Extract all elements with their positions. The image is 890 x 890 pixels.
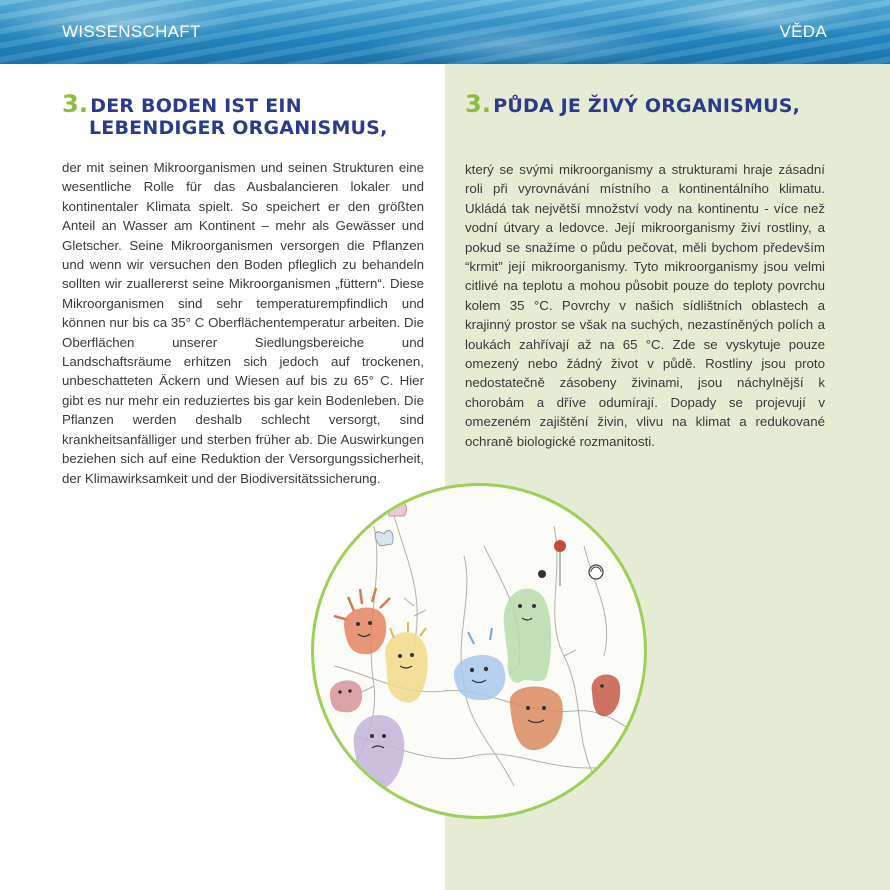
microorganisms-drawing xyxy=(314,486,644,816)
section-label-czech: VĚDA xyxy=(779,22,827,41)
pink-creature xyxy=(330,680,362,712)
header-banner xyxy=(0,0,890,64)
czech-body-text: který se svými mikroorganismy a strukturami hraje zásadní roli při vyrovnávání místního a kontinentálního klimatu. Ukládá tak největší množství vody na kontinentu - více než vodní útvary a ledovce. Její mikroorganismy živí rostliny, a pokud se snažíme o půdu pečovat, měli bychom především “krmit” její mikroorganismy. Tyto mikroorganismy jsou velmi citlivé na teplotu a mohou působit pouze do teploty povrchu kolem 35 °C. Povrchy v našich sídlištních oblastech a krajinný prostor se však na suchých, nezastíněných polích a loukách zahřívají až na 65 °C. Zde se vyskytuje pouze omezený nebo žádný život v půdě. Rostliny jsou proto nedostatečně zásobeny živinami, jsou náchylnější k chorobám a dříve odumírají. Dopady se projevují v omezeném zajištění živin, vlivu na klimat a redukované ochraně biologické rozmanitosti. xyxy=(465,162,825,449)
microorganisms-illustration xyxy=(311,483,647,819)
german-heading-number: 3. xyxy=(62,90,89,118)
german-heading xyxy=(62,90,388,139)
section-label-german: WISSENSCHAFT xyxy=(62,22,201,41)
purple-creature xyxy=(354,715,405,789)
yellow-creature xyxy=(385,622,428,702)
german-body-text: der mit seinen Mikroorganismen und seinen Strukturen eine wesentliche Rolle für das Ausbalancieren lokaler und kontinentaler Klimata spielt. So speichert er den größten Anteil an Wasser am Kontinent – mehr als Gewässer und Gletscher. Seine Mikroorganismen versorgen die Pflanzen und wenn wir versuchen den Boden pfleglich zu behandeln sollten wir zuallererst seine Mikroorganismen „füttern“. Diese Mikroorganismen sind sehr temperaturempfindlich und können nur bis ca 35° C Oberflächentemperatur arbeiten. Die Oberflächen unserer Siedlungsbereiche und Landschaftsräume erhitzen sich jedoch auf trockenen, unbeschatteten Äckern und Wiesen auf bis zu 65° C. Hier gibt es nur mehr ein reduziertes bis gar kein Bodenleben. Die Pflanzen werden deshalb schlecht versorgt, sind krankheitsanfälliger und sterben früher ab. Die Auswirkungen beziehen sich auf eine Reduktion der Versorgungssicherheit, der Klimawirksamkeit und der Biodiversitätssicherung. xyxy=(62,160,424,486)
green-creature xyxy=(504,589,552,683)
red-creature xyxy=(592,675,621,717)
czech-heading-title: PŮDA JE ŽIVÝ ORGANISMUS, xyxy=(493,95,801,117)
german-heading-line2: LEBENDIGER ORGANISMUS, xyxy=(89,117,388,139)
czech-heading xyxy=(465,90,801,118)
brown-creature xyxy=(510,686,563,750)
czech-heading-number: 3. xyxy=(465,90,492,118)
orange-creature xyxy=(334,588,390,654)
german-heading-line1: DER BODEN IST EIN xyxy=(90,95,302,117)
plants-decoration xyxy=(375,503,603,586)
